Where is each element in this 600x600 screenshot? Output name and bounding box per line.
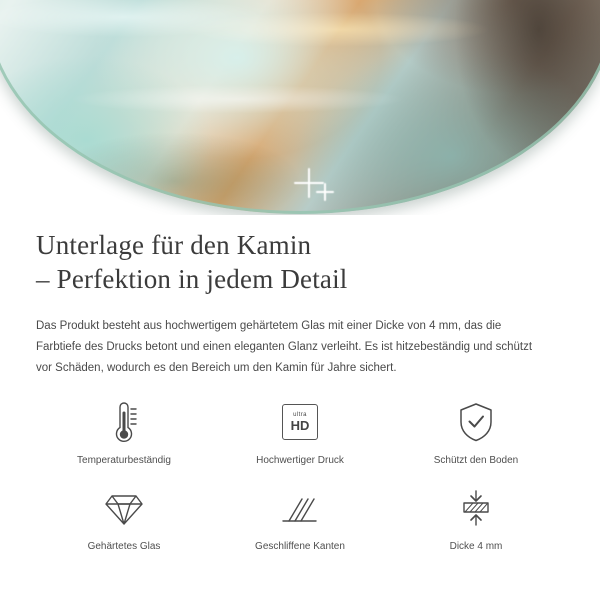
- diamond-icon: [102, 484, 146, 532]
- feature-grid: [36, 398, 564, 554]
- feature-item-polished-edges: [212, 484, 388, 554]
- ultra-hd-badge-top: ultra: [293, 411, 307, 418]
- feature-item-thickness: [388, 484, 564, 554]
- feature-item-high-quality-print: [212, 398, 388, 468]
- shield-check-icon: [456, 398, 496, 446]
- feature-label: Gehärtetes Glas: [87, 541, 161, 552]
- page-title: [36, 228, 564, 296]
- feature-label: Temperaturbeständig: [77, 455, 171, 466]
- feature-label: Dicke 4 mm: [449, 541, 503, 552]
- feature-label: Geschliffene Kanten: [255, 541, 345, 552]
- hero-image-area: [0, 0, 600, 215]
- feature-item-floor-protection: [388, 398, 564, 468]
- headline-line-2: – Perfektion in jedem Detail: [36, 264, 348, 294]
- feature-label: Hochwertiger Druck: [256, 455, 344, 466]
- feature-label: Schützt den Boden: [433, 455, 519, 466]
- text-block: [36, 228, 564, 379]
- polished-edges-icon: [279, 484, 321, 532]
- thermometer-icon: [102, 398, 146, 446]
- glass-disc-image: [0, 0, 600, 214]
- headline-line-1: Unterlage für den Kamin: [36, 230, 312, 260]
- description-paragraph: Das Produkt besteht aus hochwertigem gehärtetem Glas mit einer Dicke von 4 mm, das die Farbtiefe des Drucks betont und einen eleganten Glanz verleiht. Es ist hitzebeständig und schützt vor Schäden, wodurch es den Bereich um den Kamin für Jahre sichert.: [36, 320, 533, 374]
- feature-item-temperature-resistant: [36, 398, 212, 468]
- ultra-hd-icon: [282, 398, 318, 446]
- thickness-arrows-icon: [456, 484, 496, 532]
- feature-item-tempered-glass: [36, 484, 212, 554]
- ultra-hd-badge-bottom: HD: [290, 417, 310, 433]
